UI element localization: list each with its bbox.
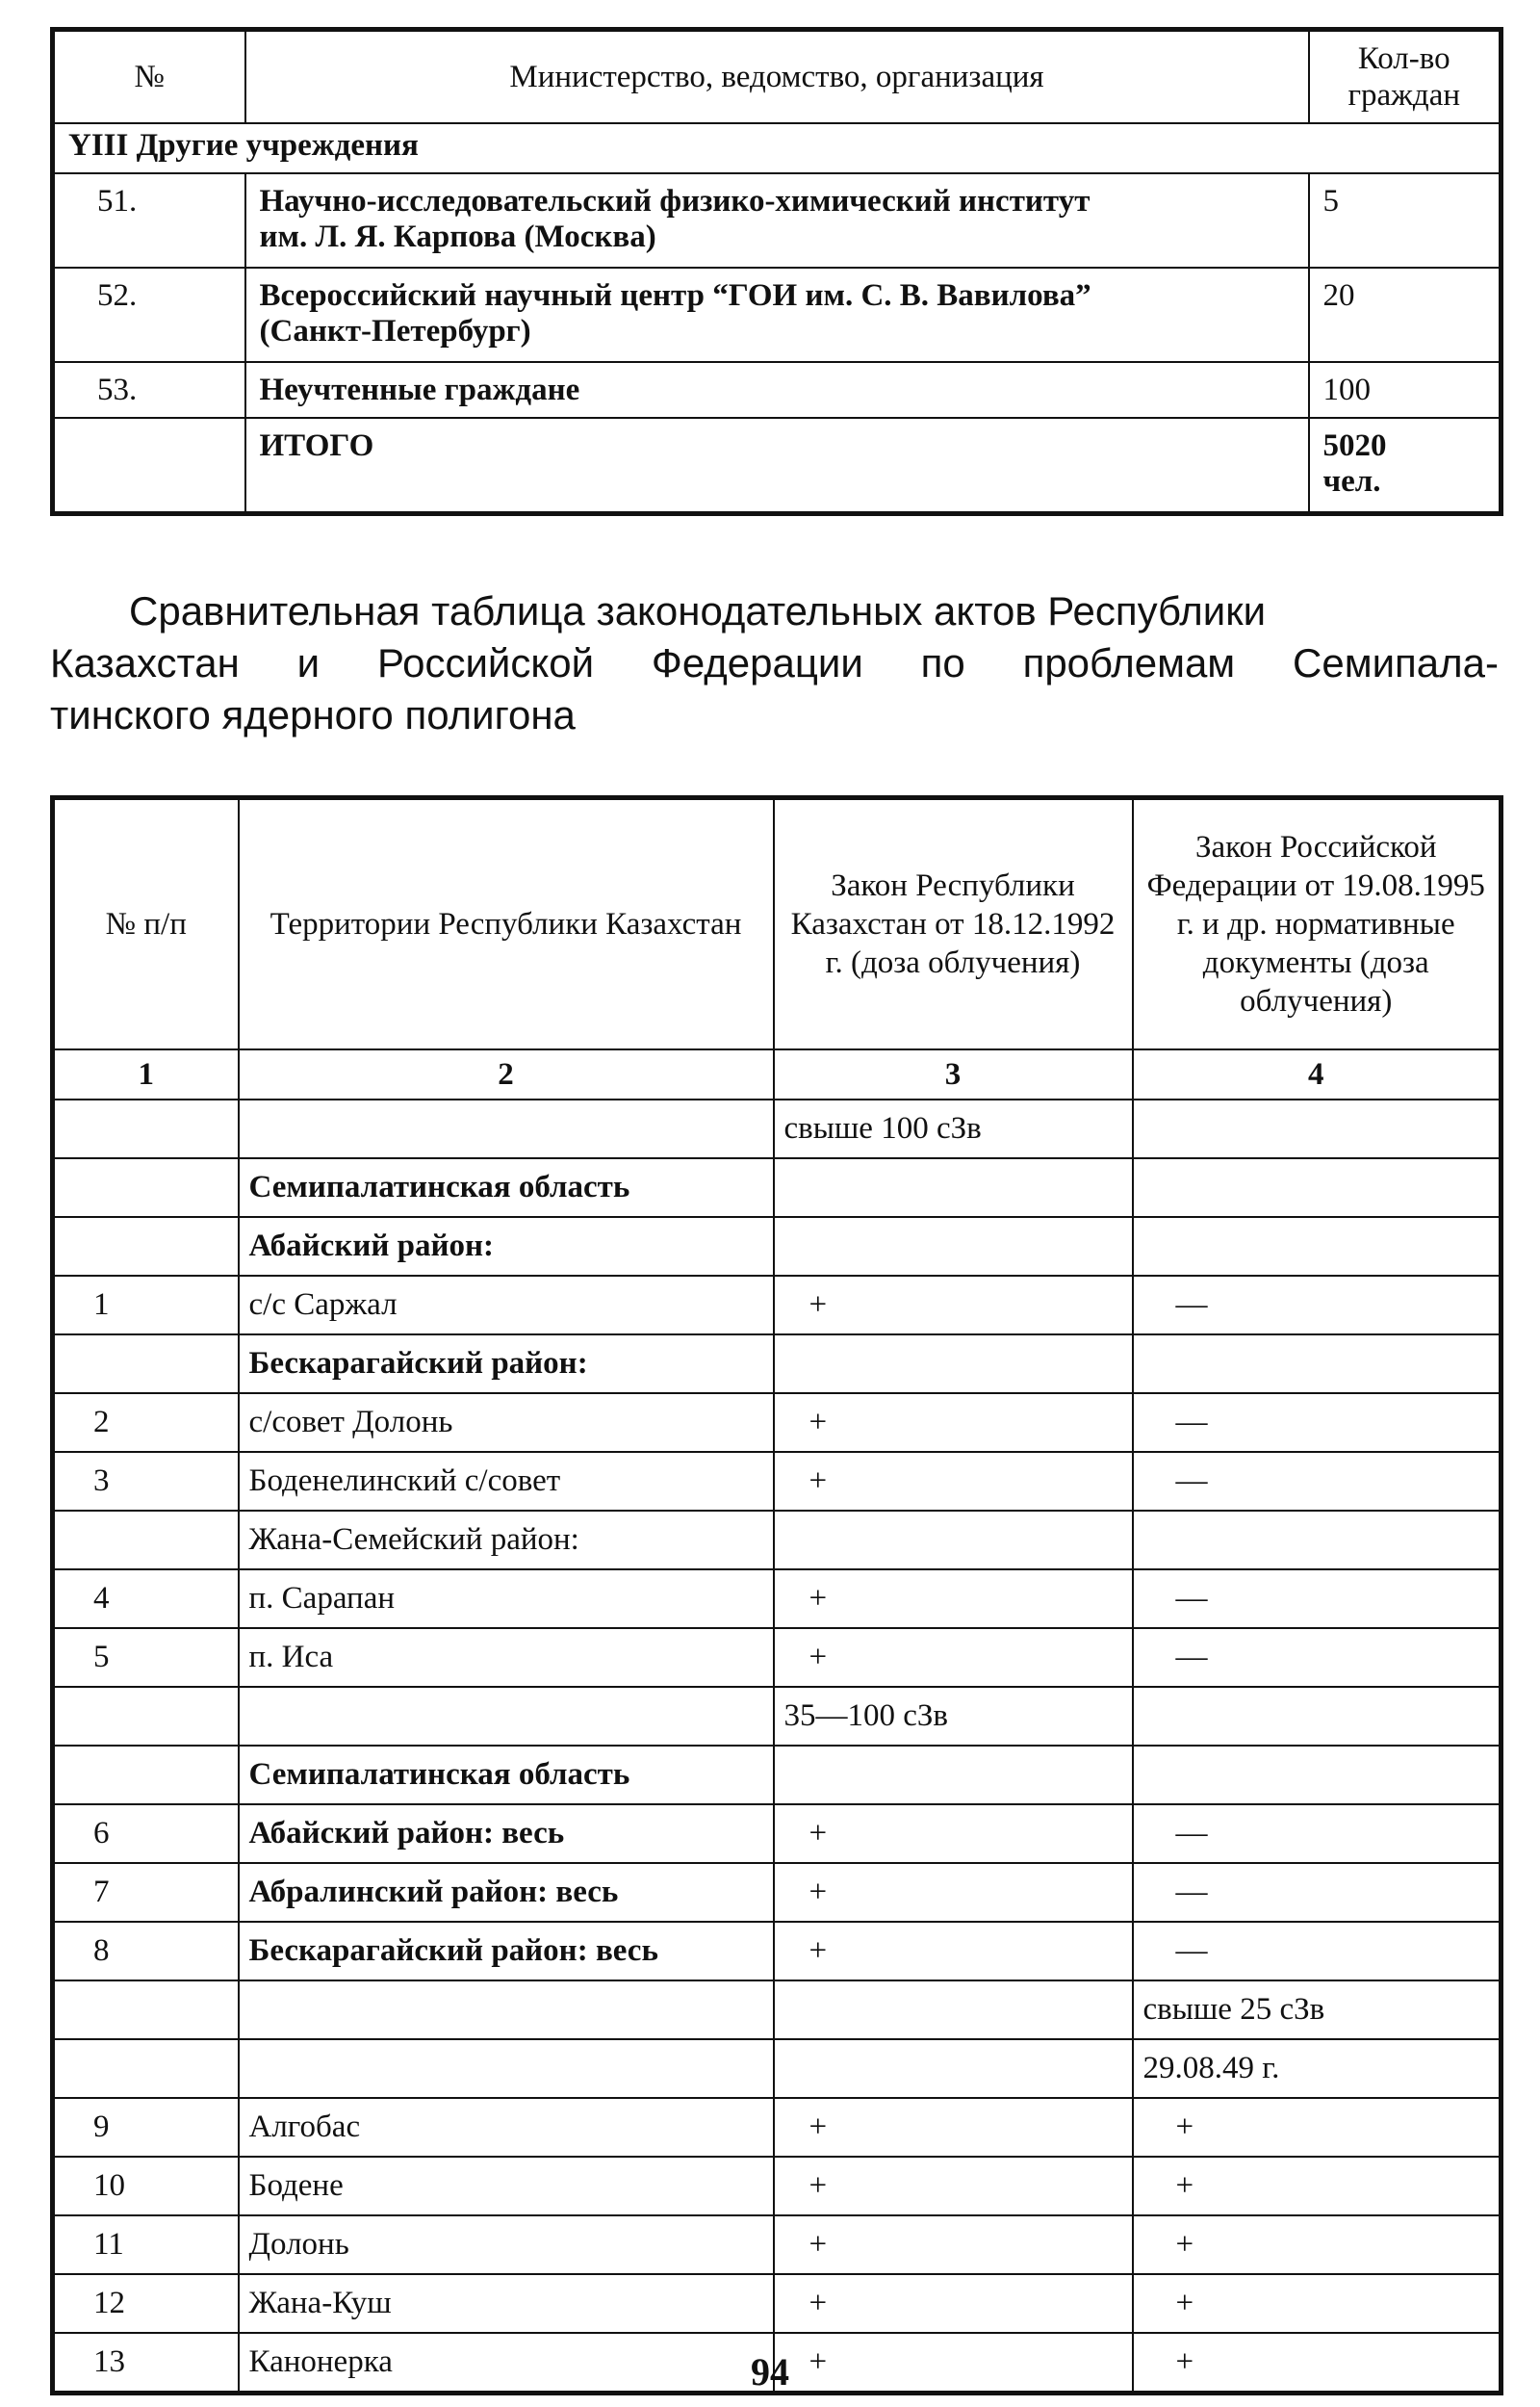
total-count-value: 5020 [1322,428,1387,463]
row-ru-dose: 29.08.49 г. [1133,2039,1502,2098]
table-row [53,1511,1502,1569]
row-organization [245,173,1309,268]
row-ru-dose: + [1133,2157,1502,2215]
row-territory: п. Иса [239,1628,774,1687]
row-ru-dose: — [1133,1452,1502,1511]
row-territory: Бескарагайский район: весь [239,1922,774,1980]
row-territory: Алгобас [239,2098,774,2157]
row-count: 5 [1309,173,1502,268]
row-ru-dose [1133,1511,1502,1569]
header-territory: Территории Республики Казахстан [239,798,774,1050]
row-kz-dose: + [774,2333,1133,2394]
row-kz-dose: + [774,1628,1133,1687]
header-no: № [53,30,245,124]
row-number: 5 [53,1628,239,1687]
row-number: 8 [53,1922,239,1980]
row-territory: Семипалатинская область [239,1746,774,1804]
row-territory: п. Сарапан [239,1569,774,1628]
comparison-body [53,1100,1502,2394]
table-row [53,1217,1502,1276]
row-territory: с/с Саржал [239,1276,774,1334]
table-row [53,1628,1502,1687]
row-kz-dose: + [774,1569,1133,1628]
row-number: 9 [53,2098,239,2157]
row-number: 2 [53,1393,239,1452]
row-ru-dose: — [1133,1922,1502,1980]
org-line2: (Санкт-Петербург) [259,314,531,349]
row-territory: Бодене [239,2157,774,2215]
row-ru-dose [1133,1746,1502,1804]
row-organization: Неучтенные граждане [245,362,1309,418]
row-kz-dose [774,1746,1133,1804]
total-count-unit: чел. [1322,464,1381,499]
row-ru-dose: — [1133,1393,1502,1452]
table-row [53,1334,1502,1393]
row-number [53,2039,239,2098]
org-line2: им. Л. Я. Карпова (Москва) [259,220,656,254]
row-number [53,1511,239,1569]
row-kz-dose: + [774,2157,1133,2215]
row-ru-dose: свыше 25 сЗв [1133,1980,1502,2039]
header-organization: Министерство, ведомство, организация [245,30,1309,124]
row-ru-dose [1133,1158,1502,1217]
comparison-table [50,795,1503,2395]
header-ru-law: Закон Российской Федерации от 19.08.1995 г. и др. нормативные документы (доза облучения) [1133,798,1502,1050]
table-row [53,1746,1502,1804]
row-kz-dose: + [774,1804,1133,1863]
row-ru-dose [1133,1334,1502,1393]
row-territory [239,1687,774,1746]
row-ru-dose: + [1133,2215,1502,2274]
table-row [53,1922,1502,1980]
row-kz-dose: + [774,1452,1133,1511]
total-label: ИТОГО [245,418,1309,514]
row-kz-dose: + [774,2215,1133,2274]
column-number: 2 [239,1049,774,1100]
table-row [53,2215,1502,2274]
comparison-heading [50,585,1499,741]
page-number: 94 [751,2350,789,2394]
row-number: 12 [53,2274,239,2333]
heading-line1: Сравнительная таблица законодательных актов Республики [129,588,1267,634]
header-count-line1: Кол-во [1357,41,1450,76]
row-territory: Долонь [239,2215,774,2274]
table-row [53,1452,1502,1511]
column-number: 4 [1133,1049,1502,1100]
row-ru-dose: + [1133,2333,1502,2394]
table-row [53,2274,1502,2333]
row-number [53,1158,239,1217]
section-title: YIII Другие учреждения [53,123,1502,173]
row-territory [239,1100,774,1158]
table-row [53,1687,1502,1746]
row-kz-dose: + [774,2274,1133,2333]
row-kz-dose [774,1217,1133,1276]
row-ru-dose: — [1133,1569,1502,1628]
row-kz-dose: + [774,1863,1133,1922]
total-row [53,418,1502,514]
row-number [53,1687,239,1746]
row-kz-dose: + [774,1276,1133,1334]
table-row [53,1393,1502,1452]
table-row [53,1276,1502,1334]
row-kz-dose: 35—100 сЗв [774,1687,1133,1746]
table-header-row [53,30,1502,124]
row-ru-dose [1133,1217,1502,1276]
row-count: 100 [1309,362,1502,418]
table-row [53,1158,1502,1217]
row-kz-dose: + [774,1393,1133,1452]
table-row [53,1100,1502,1158]
row-number: 10 [53,2157,239,2215]
header-number: № п/п [53,798,239,1050]
row-organization [245,268,1309,362]
heading-line2: Казахстан и Российской Федерации по проблемам Семипала- [50,640,1499,686]
row-kz-dose [774,1334,1133,1393]
row-number: 13 [53,2333,239,2394]
table-row [53,2098,1502,2157]
row-number: 3 [53,1452,239,1511]
row-territory: Абайский район: весь [239,1804,774,1863]
row-number: 52. [53,268,245,362]
row-territory: Жана-Куш [239,2274,774,2333]
row-kz-dose: + [774,1922,1133,1980]
row-number [53,1217,239,1276]
column-number: 3 [774,1049,1133,1100]
row-number: 11 [53,2215,239,2274]
row-territory: Абайский район: [239,1217,774,1276]
row-ru-dose: — [1133,1804,1502,1863]
table-row [53,362,1502,418]
row-kz-dose: свыше 100 сЗв [774,1100,1133,1158]
org-line1: Научно-исследовательский физико-химический институт [259,184,1091,219]
column-number-row [53,1049,1502,1100]
row-kz-dose [774,1158,1133,1217]
row-territory [239,1980,774,2039]
row-ru-dose: — [1133,1863,1502,1922]
row-territory: Канонерка [239,2333,774,2394]
organizations-table [50,27,1503,516]
table-row [53,1569,1502,1628]
row-ru-dose [1133,1687,1502,1746]
row-number: 1 [53,1276,239,1334]
row-kz-dose [774,1511,1133,1569]
row-count: 20 [1309,268,1502,362]
table-row [53,1980,1502,2039]
table-row [53,1804,1502,1863]
heading-line3: тинского ядерного полигона [50,692,576,738]
row-number: 4 [53,1569,239,1628]
total-count [1309,418,1502,514]
row-territory: Жана-Семейский район: [239,1511,774,1569]
header-count-line2: граждан [1348,78,1461,113]
row-ru-dose: — [1133,1628,1502,1687]
row-number [53,1980,239,2039]
table-row [53,173,1502,268]
row-territory: Боденелинский с/совет [239,1452,774,1511]
table-row [53,2039,1502,2098]
total-empty-cell [53,418,245,514]
row-territory: с/совет Долонь [239,1393,774,1452]
header-count [1309,30,1502,124]
row-number [53,1746,239,1804]
row-kz-dose: + [774,2098,1133,2157]
row-ru-dose: + [1133,2098,1502,2157]
row-territory: Семипалатинская область [239,1158,774,1217]
row-ru-dose [1133,1100,1502,1158]
row-number: 53. [53,362,245,418]
row-number: 51. [53,173,245,268]
row-territory: Абралинский район: весь [239,1863,774,1922]
table-row [53,1863,1502,1922]
table-row [53,2157,1502,2215]
row-number [53,1334,239,1393]
header-kz-law: Закон Республики Казахстан от 18.12.1992 г. (доза облучения) [774,798,1133,1050]
row-number: 7 [53,1863,239,1922]
column-number: 1 [53,1049,239,1100]
row-number: 6 [53,1804,239,1863]
row-territory: Бескарагайский район: [239,1334,774,1393]
row-kz-dose [774,2039,1133,2098]
table-row [53,268,1502,362]
row-kz-dose [774,1980,1133,2039]
row-territory [239,2039,774,2098]
table-header-row [53,798,1502,1050]
row-ru-dose: — [1133,1276,1502,1334]
row-ru-dose: + [1133,2274,1502,2333]
section-row [53,123,1502,173]
row-number [53,1100,239,1158]
org-line1: Всероссийский научный центр “ГОИ им. С. В. Вавилова” [259,278,1091,313]
